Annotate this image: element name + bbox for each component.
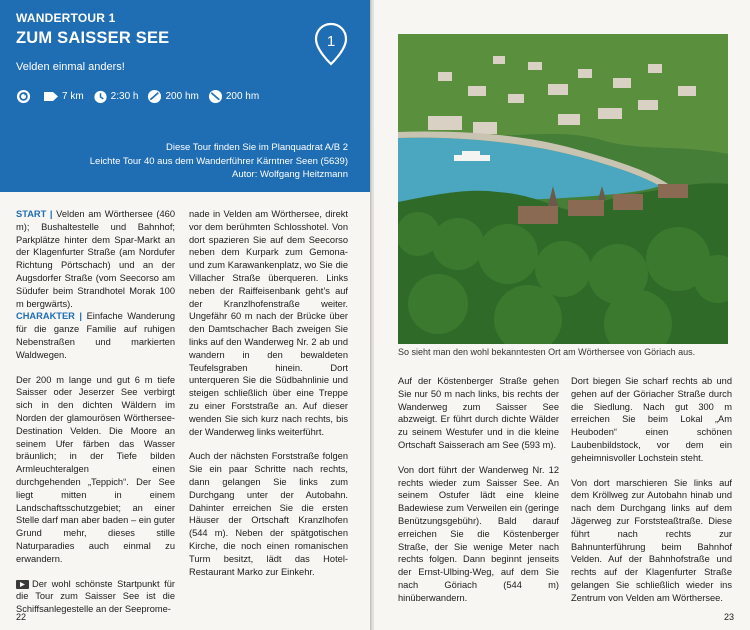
duration-stat [93, 89, 139, 104]
tour-eyebrow: WANDERTOUR 1 [16, 11, 116, 25]
distance-icon [43, 90, 59, 103]
descent-value: 200 hm [225, 91, 260, 102]
charakter-label: CHARAKTER [16, 311, 75, 322]
photo-caption: So sieht man den wohl bekanntesten Ort am Wörthersee von Göriach aus. [398, 347, 696, 357]
startpoint-paragraph [16, 578, 175, 616]
arrow-bullet-icon [16, 580, 29, 589]
plan-info-line1: Diese Tour finden Sie im Planquadrat A/B 2 [165, 142, 348, 153]
start-text: Velden am Wörthersee (460 m); Bushaltestelle und Bahnhof; Parkplätze hinter dem Spar-Markt an der Klagenfurter Straße (am Nordufer Richtung Pörtschach) und an der Augsdorfer Straße (vom Seecorso am Südufer beim Strandhotel Morak 100 m bergwärts). [16, 209, 175, 309]
route-paragraph-1: nade in Velden am Wörthersee, direkt vor dem berühmten Schlosshotel. Von dort spazieren Sie auf dem Seecorso neben dem Kurpark zum Gemona- und zum Karawankenplatz, wo Sie die Villacher Straße überqueren. Links neben der Raiffeisenbank geht’s auf der Kranzlhofenstraße weiter. Ungefähr 60 m nach der Brücke über den Damtschacher Bach zweigen Sie links auf den Wanderweg Nr. 2 ab und wandern in den bewaldeten Teufelsgraben hinein. Dort unterqueren Sie die Südbahnlinie und steigen schließlich über eine Treppe zu einer Forststraße an. Auf dieser wenden Sie sich kurz nach rechts, bis der Wanderweg links weiterführt. [189, 209, 348, 437]
descent-stat [208, 89, 259, 104]
left-column-1 [16, 208, 175, 628]
right-column-2 [571, 375, 732, 617]
route-stat [16, 89, 34, 104]
distance-value: 7 km [62, 91, 84, 102]
right-paragraph-3: Dort biegen Sie scharf rechts ab und gehen auf der Göriacher Straße durch die Siedlung. Nach gut 300 m erreichen Sie beim Lokal „Am Heuboden“ einen schönen Laubenbildstock, vor dem ein geheimnisvoller Lochstein steht. [571, 376, 732, 463]
tour-stats [16, 89, 268, 104]
ascent-stat [147, 89, 198, 104]
duration-icon [93, 89, 108, 104]
tour-header-banner [0, 0, 372, 192]
velden-lake-photo [398, 34, 728, 344]
intro-paragraph: Der 200 m lange und gut 6 m tiefe Saisser oder Jeserzer See verbirgt sich in den dichten Wäldern im Norden der glamourösen Wörthersee-Destination Velden. Die Moore an seinem Ufer färben das Wasser bräunlich; in der Tiefe bilden Armleuchteralgen einen durchgehenden „Teppich“. Der See liegt mitten in einem Landschaftsschutzgebiet; an einer Stelle darf man aber baden – ein guter Grund mehr, dieses stille Naturparadies auch einmal zu erwandern. [16, 374, 175, 564]
page-number-left: 22 [16, 612, 27, 622]
right-column-1 [398, 375, 559, 617]
charakter-separator: | [79, 311, 83, 322]
start-paragraph [16, 208, 175, 362]
tour-title: ZUM SAISSER SEE [16, 29, 170, 47]
lake-landscape-image [398, 34, 728, 344]
duration-value: 2:30 h [110, 91, 139, 102]
descent-icon [208, 89, 223, 104]
ascent-value: 200 hm [165, 91, 199, 102]
right-paragraph-1: Auf der Köstenberger Straße gehen Sie nur 50 m nach links, bis rechts der Wanderweg zum Saisser See abzweigt. Er führt durch dichte Wälder zu seinem Westufer und in die kleine Ortschaft Saisserach am See (593 m). [398, 376, 559, 450]
startpoint-text: Der wohl schönste Startpunkt für die Tour zum Saisser See ist die Schiffsanlegestelle an der Seeprome- [16, 578, 175, 615]
plan-info [90, 141, 348, 182]
distance-stat [43, 90, 84, 103]
route-icon [16, 89, 31, 104]
right-page [374, 0, 750, 630]
plan-info-line2: Leichte Tour 40 aus dem Wanderführer Kärntner Seen (5639) [89, 155, 348, 167]
tour-subtitle: Velden einmal anders! [16, 61, 125, 73]
plan-info-author: Autor: Wolfgang Heitzmann [232, 169, 348, 180]
tour-badge-number: 1 [326, 33, 336, 50]
right-paragraph-4: Von dort marschieren Sie links auf dem Kröllweg zur Autobahn hinab und nach dem Durchgang links auf dem Jägerweg zur Forststeaßtraße. Diese führt nach rechts zur Bahnunterführung beim Bahnhof Velden. Auf der Bahnhofstraße und rechts auf der Klagenfurter Straße gelangen Sie schließlich wieder ins Zentrum von Velden am Wörthersee. [571, 477, 732, 603]
page-number-right: 23 [723, 612, 734, 622]
start-separator: | [49, 209, 53, 219]
right-paragraph-2: Von dort führt der Wanderweg Nr. 12 rechts wieder zum Saisser See. An seinem Ostufer lädt eine kleine Badewiese zum Verweilen ein (geringe Benützungsgebühr). Bald darauf erreichen Sie die Köstenberger Straße, der Sie wenige Meter nach rechts folgen. Dann beginnt jenseits der Ernst-Ulbing-Weg, auf dem Sie nach Göriach (544 m) hinüberwandern. [398, 464, 559, 603]
left-column-2 [189, 208, 348, 590]
ascent-icon [147, 89, 162, 104]
tour-badge-icon [314, 22, 348, 66]
left-page [0, 0, 372, 630]
start-label: START [16, 209, 47, 219]
charakter-text: Einfache Wanderung für die ganze Familie auf ruhigen Nebenstraßen und markierten Waldwegen. [16, 311, 175, 360]
route-paragraph-2: Auch der nächsten Forststraße folgen Sie ein paar Schritte nach rechts, dann gelangen Sie links zum Durchgang unter der Autobahn. Dahinter erreichen Sie die ersten Häuser der Ortschaft Kranzlhofen (544 m). Neben der spätgotischen Kirche, die noch einen romanischen Turm besitzt, lädt das Hotel-Restaurant Marko zur Einkehr. [189, 451, 348, 577]
